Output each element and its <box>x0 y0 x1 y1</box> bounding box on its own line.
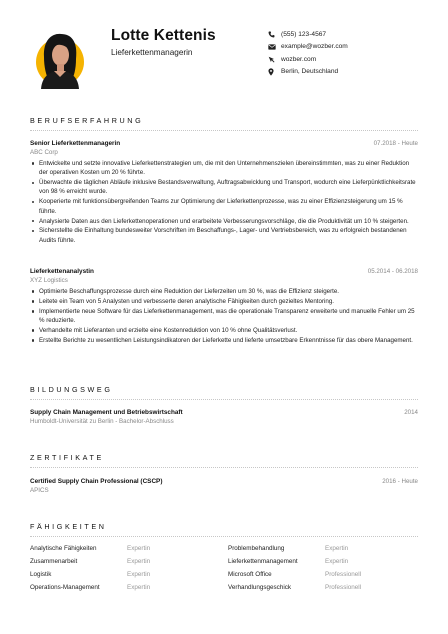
contact-email-text[interactable]: example@wozber.com <box>281 43 348 51</box>
profile-photo <box>35 29 85 89</box>
skill-name: Zusammenarbeit <box>30 558 78 565</box>
section-title-certificates: ZERTIFIKATE <box>30 453 104 462</box>
list-item: Sicherstellte die Einhaltung bundesweiter Vorschriften im Beschaffungs-, Lager- und Vertriebsbereich, was zu erfolgreich bestandenen Audits führte. <box>30 226 418 245</box>
skill-level: Expertin <box>127 584 151 591</box>
skill-level: Professionell <box>325 571 362 578</box>
job-title: Senior Lieferkettenmanagerin <box>30 140 121 147</box>
candidate-role: Lieferkettenmanagerin <box>111 48 193 57</box>
skill-name: Operations-Management <box>30 584 100 591</box>
skill-level: Expertin <box>127 571 151 578</box>
location-pin-icon <box>268 68 281 76</box>
skill-level: Professionell <box>325 584 362 591</box>
cursor-icon <box>268 56 281 63</box>
section-title-experience: BERUFSERFAHRUNG <box>30 116 144 125</box>
section-divider <box>30 399 418 400</box>
candidate-name: Lotte Kettenis <box>111 27 216 44</box>
list-item: Analysierte Daten aus den Lieferkettenoperationen und erarbeitete Verbesserungsvorschläge, die die Produktivität um 10 % steigerten. <box>30 217 418 226</box>
section-divider <box>30 130 418 131</box>
education-degree: Supply Chain Management und Betriebswirtschaft <box>30 409 183 416</box>
certificate-name: Certified Supply Chain Professional (CSCP) <box>30 478 163 485</box>
email-icon <box>268 44 281 50</box>
skill-level: Expertin <box>325 545 349 552</box>
list-item: Überwachte die täglichen Abläufe inklusive Bestandsverwaltung, Auftragsabwicklung und Transport, wodurch eine Lieferpünktlichkeitsrate von 98 % erreicht wurde. <box>30 178 418 197</box>
phone-icon <box>268 31 281 38</box>
skill-level: Expertin <box>127 558 151 565</box>
job-bullets <box>30 159 418 246</box>
section-divider <box>30 536 418 537</box>
list-item: Erstellte Berichte zu wesentlichen Leistungsindikatoren der Lieferkette und lieferte umsetzbare Erkenntnisse für das obere Management. <box>30 336 418 345</box>
skill-name: Logistik <box>30 571 52 578</box>
contact-list <box>268 28 348 78</box>
section-title-education: BILDUNGSWEG <box>30 385 113 394</box>
job-date: 07.2018 - Heute <box>373 140 418 147</box>
skill-name: Analytische Fähigkeiten <box>30 545 97 552</box>
list-item: Verhandelte mit Lieferanten und erzielte eine Kostenreduktion von 10 % ohne Qualitätsverlust. <box>30 326 418 335</box>
education-school: Humboldt-Universität zu Berlin - Bachelor-Abschluss <box>30 418 174 425</box>
section-title-skills: FÄHIGKEITEN <box>30 522 107 531</box>
certificate-date: 2016 - Heute <box>382 478 418 485</box>
contact-phone <box>268 28 348 41</box>
list-item: Optimierte Beschaffungsprozesse durch eine Reduktion der Lieferzeiten um 30 %, was die Effizienz steigerte. <box>30 287 418 296</box>
job-bullets <box>30 287 418 346</box>
skill-name: Lieferkettenmanagement <box>228 558 298 565</box>
job-date: 05.2014 - 06.2018 <box>367 268 418 275</box>
skill-level: Expertin <box>325 558 349 565</box>
skill-name: Microsoft Office <box>228 571 272 578</box>
skill-level: Expertin <box>127 545 151 552</box>
contact-location-text: Berlin, Deutschland <box>281 68 339 76</box>
contact-email <box>268 41 348 54</box>
contact-website-text[interactable]: wozber.com <box>281 55 317 63</box>
list-item: Kooperierte mit funktionsübergreifenden Teams zur Optimierung der Lieferkettenprozesse, was zu einer Effizienzsteigerung um 15 % führte. <box>30 197 418 216</box>
section-divider <box>30 467 418 468</box>
list-item: Implementierte neue Software für das Lieferkettenmanagement, was die operationale Transparenz erweiterte und manuelle Fehler um 25 % reduzierte. <box>30 307 418 326</box>
contact-website <box>268 53 348 66</box>
skill-name: Problembehandlung <box>228 545 285 552</box>
contact-phone-text: (555) 123-4567 <box>281 30 327 38</box>
list-item: Leitete ein Team von 5 Analysten und verbesserte deren analytische Fähigkeiten durch gezieltes Mentoring. <box>30 297 418 306</box>
contact-location <box>268 66 348 79</box>
job-company: ABC Corp <box>30 149 58 156</box>
job-title: Lieferkettenanalystin <box>30 268 94 275</box>
list-item: Entwickelte und setzte innovative Lieferkettenstrategien um, die mit den Unternehmenszielen übereinstimmten, was zu einer Reduktion der operativen Kosten um 20 % führte. <box>30 159 418 178</box>
certificate-issuer: APICS <box>30 487 49 494</box>
resume-header <box>0 0 448 100</box>
education-date: 2014 <box>404 409 418 416</box>
skill-name: Verhandlungsgeschick <box>228 584 292 591</box>
job-company: XYZ Logistics <box>30 277 68 284</box>
